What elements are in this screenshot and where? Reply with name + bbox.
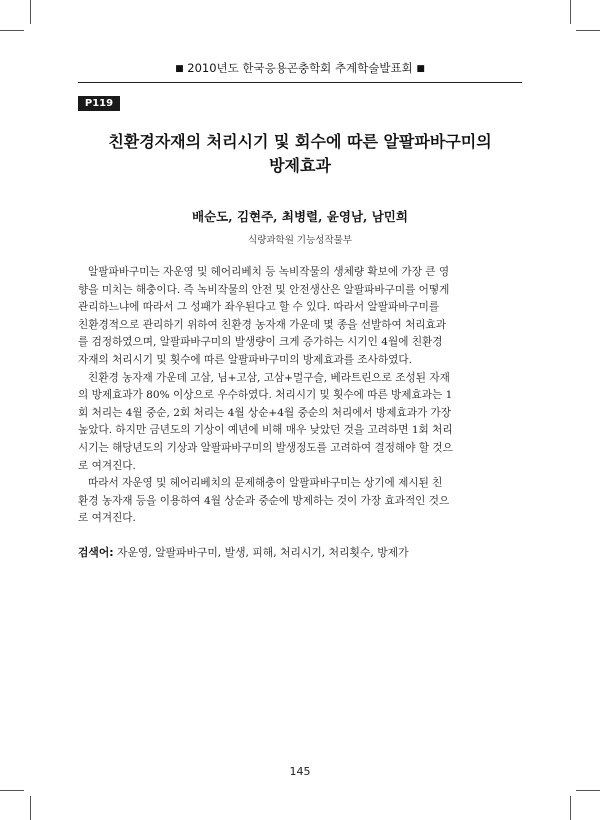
abstract-line: 를 검정하였으며, 알팔파바구미의 발생량이 크게 증가하는 시기인 4월에 친환경 (78, 336, 443, 349)
abstract-line: 높았다. 하지만 금년도의 기상이 예년에 비해 매우 낮았던 것을 고려하면 1회 처리 (78, 424, 453, 437)
abstract-line: 따라서 자운영 및 헤어리베치의 문제해충이 알팔파바구미는 상기에 제시된 친 (88, 477, 443, 490)
keywords-label: 검색어: (78, 546, 114, 559)
keywords (78, 545, 522, 560)
abstract-line: 회 처리는 4월 중순, 2회 처리는 4월 상순+4월 중순의 처리에서 방제효과가 가장 (78, 406, 452, 419)
abstract-line: 알팔파바구미는 자운영 및 헤어리베치 등 녹비작물의 생체량 확보에 가장 큰 영 (88, 266, 450, 278)
affiliation: 식량과학원 기능성작물부 (248, 235, 352, 246)
title-line-1: 친환경자재의 처리시기 및 회수에 따른 알팔파바구미의 (108, 132, 492, 151)
header-bullet-left: ■ (175, 64, 184, 74)
abstract-line: 친환경 농자재 가운데 고삼, 님+고삼, 고삼+멀구슬, 베라트린으로 조성된 자재 (88, 371, 450, 384)
abstract-line: 시기는 해당년도의 기상과 알팔파바구미의 발생정도를 고려하여 결정해야 할 것으 (78, 441, 453, 454)
abstract-line: 로 여겨진다. (78, 459, 136, 472)
abstract-line: 관리하느냐에 따라서 그 성패가 좌우된다고 할 수 있다. 따라서 알팔파바구미를 (78, 301, 440, 314)
abstract-line: 향을 미치는 해충이다. 즉 녹비작물의 안전 및 안전생산은 알팔파바구미를 어떻게 (78, 283, 450, 296)
abstract-line: 환경 농자재 등을 이용하여 4월 상순과 중순에 방제하는 것이 가장 효과적인 것으 (78, 494, 450, 507)
paper-title (78, 130, 522, 178)
abstract-line: 친환경적으로 관리하기 위하여 친환경 농자재 가운데 몇 종을 선발하여 처리효과 (78, 318, 447, 331)
poster-number-badge: P119 (78, 96, 120, 111)
abstract-line: 의 방제효과가 80% 이상으로 우수하였다. 처리시기 및 횟수에 따른 방제효과는 1 (78, 389, 453, 402)
keywords-text: 자운영, 알팔파바구미, 발생, 피해, 처리시기, 처리횟수, 방제가 (113, 546, 409, 559)
abstract-line: 로 여겨진다. (78, 512, 136, 525)
abstract-body (78, 264, 522, 528)
title-line-2: 방제효과 (269, 156, 331, 175)
abstract-line: 자재의 처리시기 및 횟수에 따른 알팔파바구미의 방제효과를 조사하였다. (78, 353, 412, 366)
page-number: 145 (289, 765, 311, 778)
header-bullet-right: ■ (416, 64, 425, 74)
header-text: 2010년도 한국응용곤충학회 추계학술발표회 (187, 61, 413, 75)
author-list: 배순도, 김현주, 최병렬, 윤영남, 남민희 (192, 209, 408, 224)
running-header (78, 60, 522, 83)
